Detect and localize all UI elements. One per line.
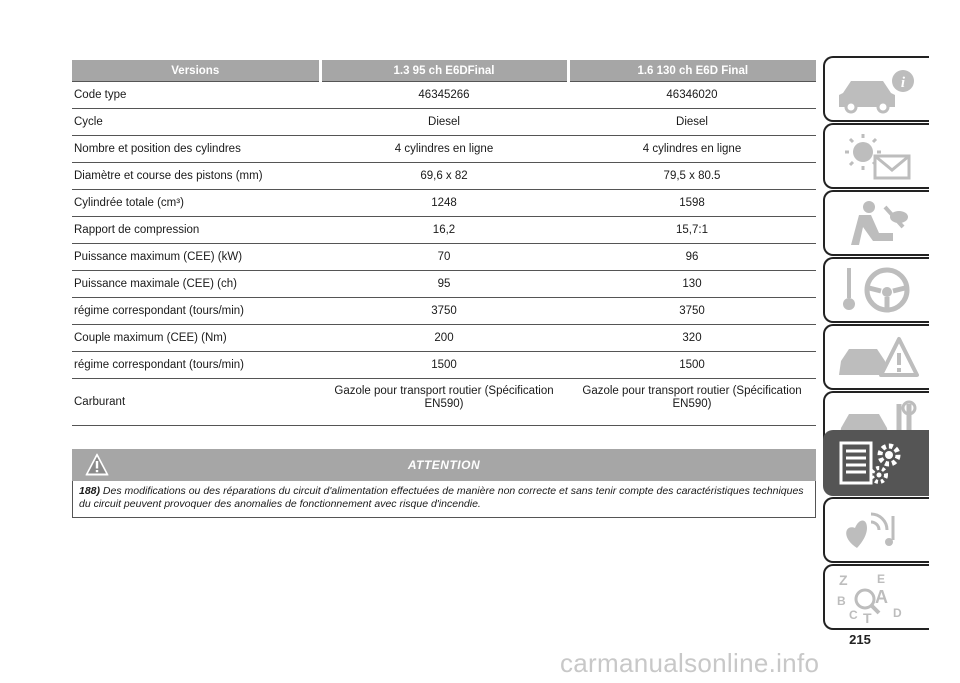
table-row xyxy=(72,190,816,217)
row-label: Puissance maximale (CEE) (ch) xyxy=(72,271,320,298)
row-value-1: 4 cylindres en ligne xyxy=(320,136,568,163)
attention-message: Des modifications ou des réparations du circuit d'alimentation effectuées de manière non correcte et sans tenir compte des caractéristiques techniques du circuit peuvent provoquer des anomalies de fonctionnement avec risque d'incendie. xyxy=(79,485,804,510)
row-value-2: 1500 xyxy=(568,352,816,379)
spec-table xyxy=(72,60,816,426)
svg-text:T: T xyxy=(863,610,872,625)
tab-car-info[interactable] xyxy=(823,56,929,122)
table-row xyxy=(72,244,816,271)
row-value-2: Gazole pour transport routier (Spécification EN590) xyxy=(568,379,816,426)
table-row xyxy=(72,298,816,325)
watermark: carmanualsonline.info xyxy=(560,648,820,678)
svg-text:C: C xyxy=(849,608,858,622)
row-value-2: 79,5 x 80.5 xyxy=(568,163,816,190)
attention-ref: 188) xyxy=(79,485,101,497)
svg-text:A: A xyxy=(875,587,888,607)
row-label: Diamètre et course des pistons (mm) xyxy=(72,163,320,190)
table-row xyxy=(72,136,816,163)
header-version-2: 1.6 130 ch E6D Final xyxy=(568,60,816,82)
table-row xyxy=(72,325,816,352)
row-label: Nombre et position des cylindres xyxy=(72,136,320,163)
tab-emergency[interactable] xyxy=(823,324,929,390)
attention-text xyxy=(72,481,816,518)
row-value-2: 3750 xyxy=(568,298,816,325)
svg-text:i: i xyxy=(900,75,906,91)
row-value-1: 3750 xyxy=(320,298,568,325)
row-value-2: Diesel xyxy=(568,109,816,136)
row-value-2: 1598 xyxy=(568,190,816,217)
row-value-1: 1500 xyxy=(320,352,568,379)
attention-box xyxy=(72,449,816,518)
row-value-1: 200 xyxy=(320,325,568,352)
svg-text:D: D xyxy=(893,606,902,620)
row-label: Cycle xyxy=(72,109,320,136)
table-row xyxy=(72,352,816,379)
row-value-1: 69,6 x 82 xyxy=(320,163,568,190)
row-value-1: 16,2 xyxy=(320,217,568,244)
row-label: Couple maximum (CEE) (Nm) xyxy=(72,325,320,352)
row-value-1: 70 xyxy=(320,244,568,271)
row-value-2: 320 xyxy=(568,325,816,352)
tab-index[interactable] xyxy=(823,564,929,630)
row-value-1: 1248 xyxy=(320,190,568,217)
attention-title: ATTENTION xyxy=(407,458,481,472)
table-row xyxy=(72,217,816,244)
tab-starting-driving[interactable] xyxy=(823,257,929,323)
header-version-1: 1.3 95 ch E6DFinal xyxy=(320,60,568,82)
row-label: Puissance maximum (CEE) (kW) xyxy=(72,244,320,271)
svg-text:E: E xyxy=(877,572,886,586)
table-row xyxy=(72,163,816,190)
row-value-1: 46345266 xyxy=(320,82,568,109)
row-value-2: 4 cylindres en ligne xyxy=(568,136,816,163)
tab-technical-data[interactable] xyxy=(823,430,929,496)
attention-header xyxy=(72,449,816,481)
row-value-2: 46346020 xyxy=(568,82,816,109)
tab-warning-lights[interactable] xyxy=(823,123,929,189)
row-value-1: Diesel xyxy=(320,109,568,136)
tab-multimedia[interactable] xyxy=(823,497,929,563)
svg-text:Z: Z xyxy=(839,572,848,588)
row-value-2: 15,7:1 xyxy=(568,217,816,244)
row-label: Code type xyxy=(72,82,320,109)
header-versions: Versions xyxy=(72,60,320,82)
row-label: régime correspondant (tours/min) xyxy=(72,298,320,325)
table-row xyxy=(72,379,816,426)
table-header-row xyxy=(72,60,816,82)
table-row xyxy=(72,271,816,298)
row-label: Carburant xyxy=(72,379,320,426)
row-value-2: 130 xyxy=(568,271,816,298)
tab-safety[interactable] xyxy=(823,190,929,256)
row-value-2: 96 xyxy=(568,244,816,271)
row-label: Rapport de compression xyxy=(72,217,320,244)
table-row xyxy=(72,82,816,109)
table-row xyxy=(72,109,816,136)
row-label: régime correspondant (tours/min) xyxy=(72,352,320,379)
page-number: 215 xyxy=(849,632,871,647)
row-value-1: 95 xyxy=(320,271,568,298)
row-value-1: Gazole pour transport routier (Spécification EN590) xyxy=(320,379,568,426)
row-label: Cylindrée totale (cm³) xyxy=(72,190,320,217)
svg-text:B: B xyxy=(837,594,846,608)
